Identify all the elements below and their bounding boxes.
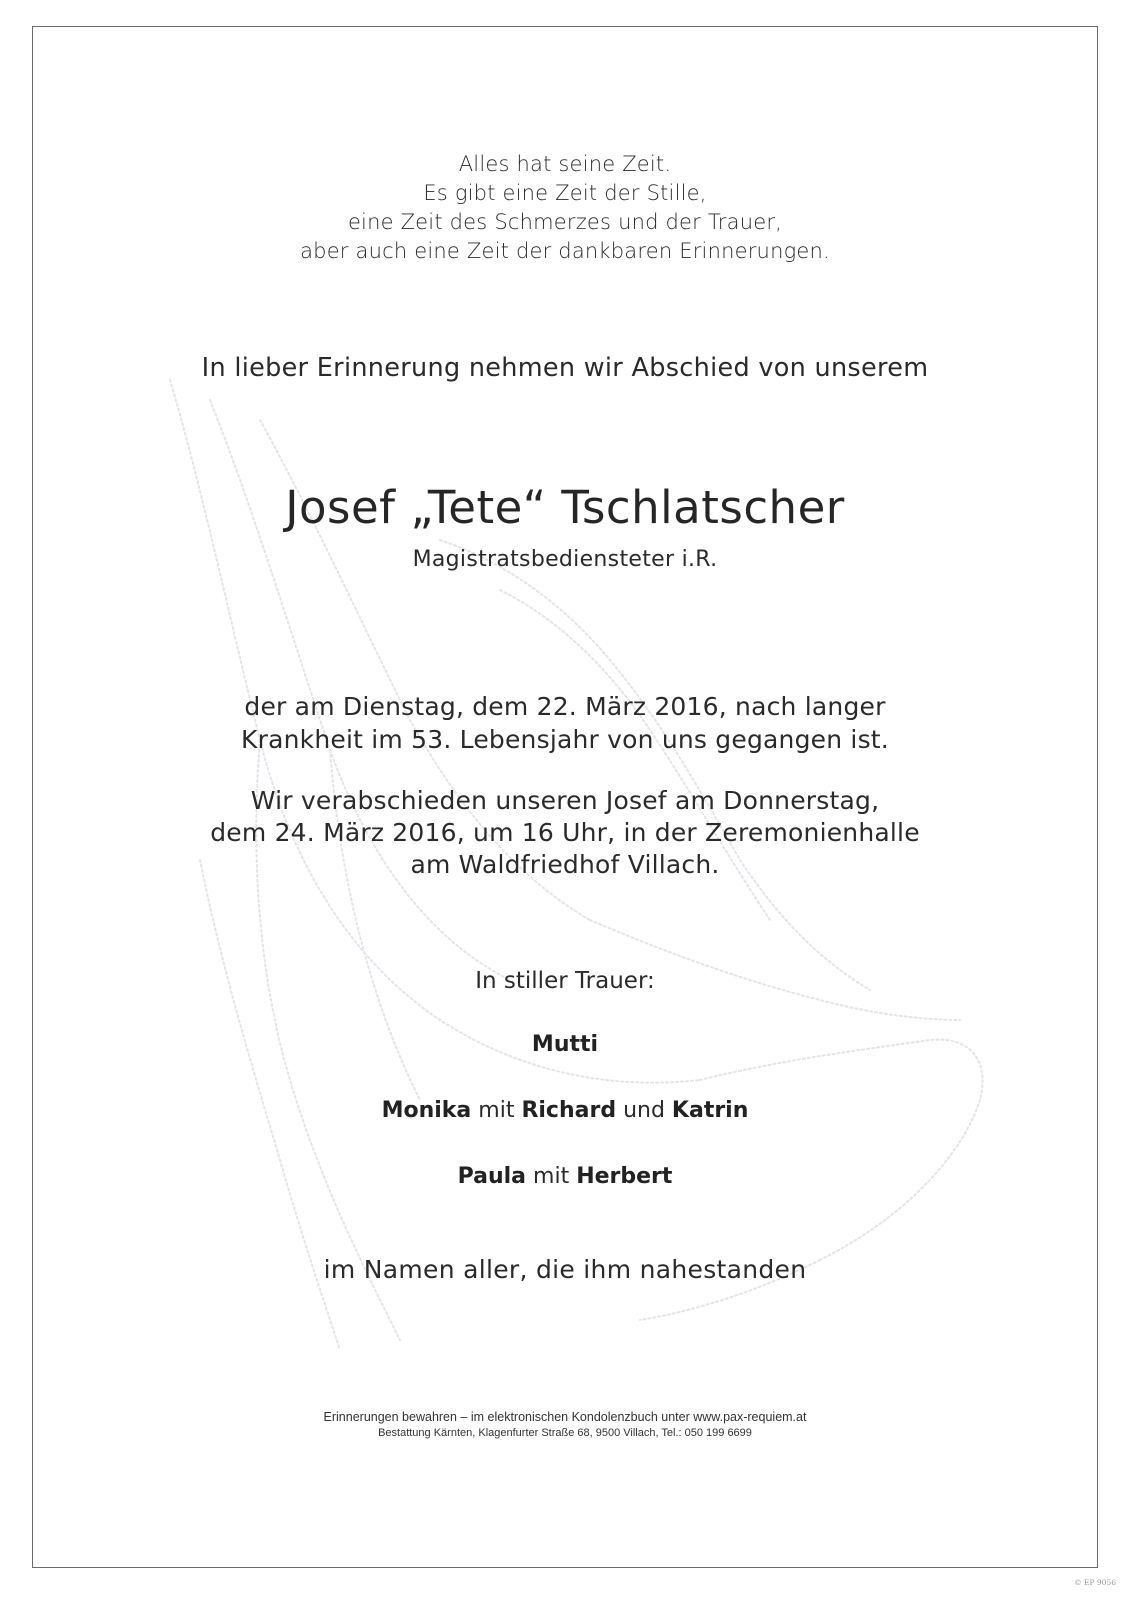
mourner-name: Monika (381, 1098, 472, 1123)
funeral-notice-line: am Waldfriedhof Villach. (410, 850, 720, 879)
mourner-line (32, 1096, 1098, 1126)
mourner-name: Mutti (531, 1032, 599, 1057)
opening-quote (32, 150, 1098, 266)
quote-line: eine Zeit des Schmerzes und der Trauer, (347, 210, 783, 234)
deceased-name: Josef „Tete“ Tschlatscher (285, 481, 845, 534)
intro-text: In lieber Erinnerung nehmen wir Abschied von unserem (201, 353, 929, 383)
funeral-notice-line: dem 24. März 2016, um 16 Uhr, in der Zeremonienhalle (210, 818, 920, 847)
form-code: © EP 9056 (1074, 1578, 1116, 1587)
closing-text: im Namen aller, die ihm nahestanden (323, 1255, 807, 1284)
mourner-line (32, 1162, 1098, 1192)
footer-condolence-info: Erinnerungen bewahren – im elektronischen Kondolenzbuch unter www.pax-requiem.at (323, 1410, 807, 1424)
mourner-joiner: mit (526, 1164, 577, 1189)
mourner-name: Katrin (671, 1098, 749, 1123)
death-notice-line: der am Dienstag, dem 22. März 2016, nach langer (244, 692, 886, 721)
deceased-occupation: Magistratsbediensteter i.R. (412, 547, 718, 572)
mourners-label: In stiller Trauer: (475, 968, 655, 994)
death-notice-line: Krankheit im 53. Lebensjahr von uns gegangen ist. (241, 725, 889, 754)
mourner-line (32, 1030, 1098, 1060)
death-notice (32, 690, 1098, 756)
quote-line: aber auch eine Zeit der dankbaren Erinnerungen. (300, 239, 830, 263)
mourner-name: Herbert (576, 1164, 673, 1189)
mourner-joiner: mit (471, 1098, 522, 1123)
funeral-notice-line: Wir verabschieden unseren Josef am Donnerstag, (250, 786, 880, 815)
funeral-notice (32, 785, 1098, 881)
quote-line: Es gibt eine Zeit der Stille, (423, 181, 707, 205)
quote-line: Alles hat seine Zeit. (458, 152, 672, 176)
mourner-joiner: und (616, 1098, 672, 1123)
footer-contact-info: Bestattung Kärnten, Klagenfurter Straße 68, 9500 Villach, Tel.: 050 199 6699 (378, 1427, 752, 1439)
mourner-name: Richard (521, 1098, 617, 1123)
mourner-name: Paula (457, 1164, 527, 1189)
